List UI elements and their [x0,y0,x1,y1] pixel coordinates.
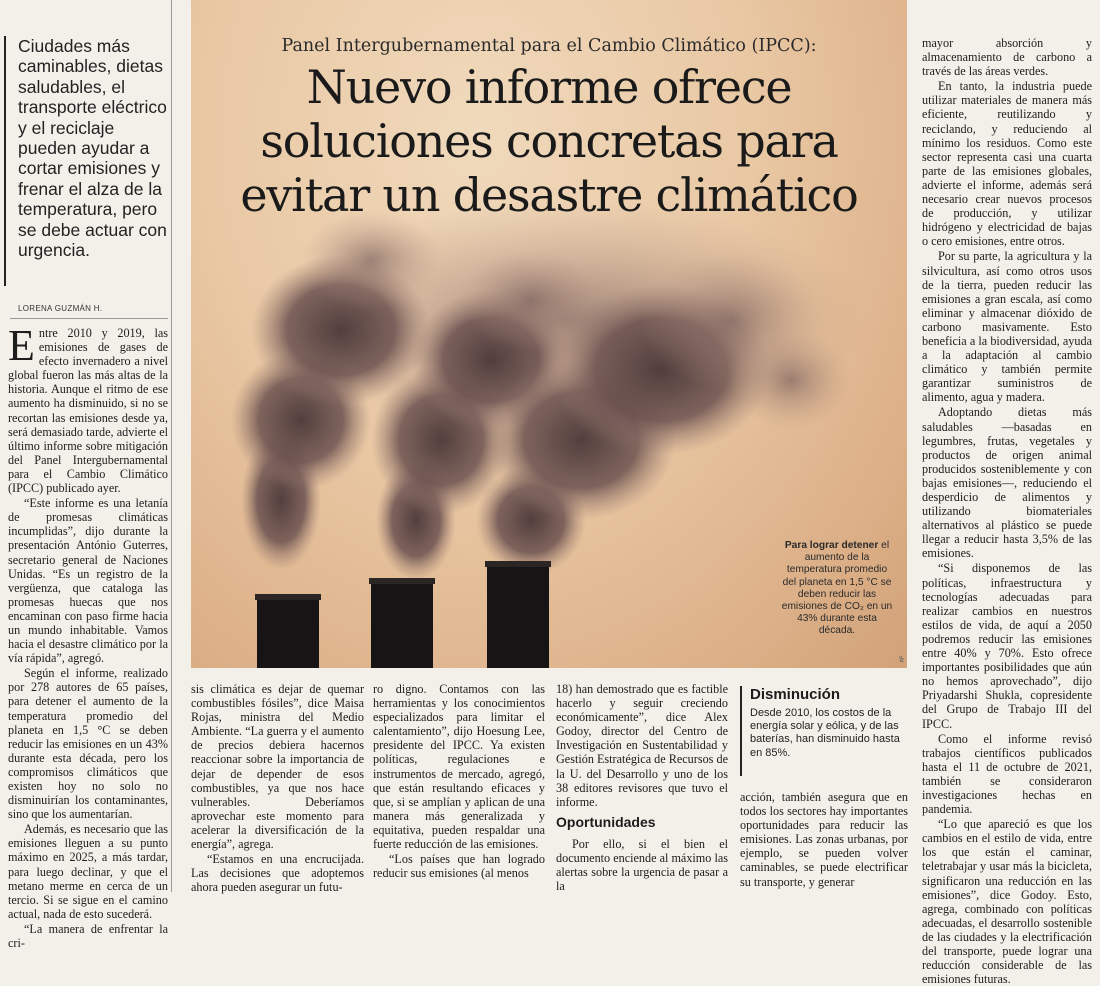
text-column-1 [8,321,168,951]
sidebar-box [740,686,908,776]
paragraph: 18) han demostrado que es factible hacerlo y seguir creciendo económicamente”, dice Alex Godoy, director del Centro de Investigación en Sustentabilidad y Gestión Estratégica de Recursos de la U. del Desarrollo y uno de los 38 editores revisores que tuvo el informe. [556,682,728,809]
sidebar-text: Desde 2010, los costos de la energía solar y eólica, y de las baterías, han disminuido hasta en 85%. [750,707,900,759]
byline-divider [10,318,168,319]
paragraph: Según el informe, realizado por 278 autores de 65 países, para detener el aumento de la temperatura promedio del planeta en 1,5 °C se deben reducir las emisiones en un 43% durante esta década, pero los compromisos climáticos que existen hoy no solo no disminuirían los contaminantes, sino que los aumentarían. [8,666,168,822]
article-lead: Ciudades más caminables, dietas saludables, el transporte eléctrico y el reciclaje pueden ayudar a cortar emisiones y frenar el alza de la temperatura, pero se debe actuar con urgencia. [18,36,167,261]
headline-kicker: Panel Intergubernamental para el Cambio Climático (IPCC): [281,36,817,56]
caption-lead: Para lograr detener [784,540,879,551]
chimney-right [485,561,551,668]
smokestacks-photo [191,0,907,668]
chimney-middle [369,578,435,668]
lead-column [0,0,172,951]
paragraph: ro digno. Contamos con las herramientas y los conocimientos especializados para limitar el calentamiento”, dijo Hoesung Lee, presidente del IPCC. Ya existen políticas, regulaciones e instrumentos de mercado, agregó, que están resultando eficaces y que, si se amplían y aplican de una manera más generalizada y equitativa, pueden respaldar una fuerte reducción de las emisiones. [373,682,545,852]
photo-caption [779,540,895,638]
text-column-2 [191,682,364,895]
paragraph: “Si disponemos de las políticas, infraestructura y tecnologías adecuadas para realizar cambios en nuestros estilos de vida, de aquí a 2050 podremos reducir las emisiones entre 40% y 70%. Esto ofrece importantes posibilidades que aún no hemos aprovechado”, dijo Priyadarshi Shukla, copresidente del Grupo de Trabajo III del IPCC. [922,561,1092,731]
text-column-4 [556,682,728,892]
dropcap: E [8,321,35,370]
paragraph: “Lo que apareció es que los cambios en el estilo de vida, entre los que están el caminar, teletrabajar y usar más la bicicleta, significaron una reducción en las emisiones”, dice Godoy. Esto, agrega, combinado con políticas adecuadas, el desarrollo sostenible de las ciudades y la electrificación del transporte, puede lograr una reducción considerable de las emisiones futuras. [922,817,1092,986]
headline: Nuevo informe ofrece soluciones concretas para evitar un desastre climático [240,60,858,222]
lead-accent-bar [4,36,6,286]
paragraph: En tanto, la industria puede utilizar materiales de manera más eficiente, reutilizando y reciclando, y reduciendo al mínimo los residuos. Como este sector representa casi una cuarta parte de las emisiones globales, advierte el informe, además será necesario crear nuevos procesos de producción, y utilizar hidrógeno y electricidad de bajas o cero emisiones, entre otros. [922,79,1092,249]
text-column-6 [922,36,1092,986]
paragraph: Por su parte, la agricultura y la silvicultura, así como otros usos de la tierra, pueden reducir las emisiones a gran escala, así como eliminar y almacenar dióxido de carbono masivamente. Esto beneficia a la biodiversidad, ayuda a la adaptación al cambio climático y también permite garantizar suministros de alimento, agua y madera. [922,249,1092,405]
sidebar-title: Disminución [750,686,841,703]
paragraph: Por ello, si el bien el documento enciende al máximo las alertas sobre la urgencia de pasar a la [556,836,728,894]
photo-credit: AP [899,655,906,663]
paragraph-1: Entre 2010 y 2019, las emisiones de gases de efecto invernadero a nivel global fueron las más altas de la historia. Aunque el ritmo de ese aumento ha disminuido, si no se recortan las emisiones desde ya, será demasiado tarde, advierte el último informe sobre mitigación del Panel Intergubernamental para el Cambio Climático (IPCC) publicado ayer. [8,321,168,496]
paragraph: sis climática es dejar de quemar combustibles fósiles”, dice Maisa Rojas, ministra del Medio Ambiente. “La guerra y el aumento de precios debiera hacernos reaccionar sobre la importancia de dejar de depender de esos combustibles, ya que nos hace vulnerables. Deberíamos aprovechar este momento para acelerar la diversificación de la energía”, agrega. [191,682,364,852]
paragraph: Además, es necesario que las emisiones lleguen a su punto máximo en 2025, a más tardar, para luego declinar, y que el metano merme en cerca de un tercio. Si se sigue en el camino actual, nada de esto sucederá. [8,822,168,921]
paragraph: “Estamos en una encrucijada. Las decisiones que adoptemos ahora pueden asegurar un futu- [191,852,364,895]
text-column-5 [740,790,908,892]
text-column-3 [373,682,545,892]
caption-text: el aumento de la temperatura promedio del planeta en 1,5 °C se deben reducir las emisiones de CO₂ en un 43% durante esta década. [781,540,893,637]
paragraph: “La manera de enfrentar la cri- [8,921,168,951]
paragraph: Adoptando dietas más saludables —basadas en legumbres, frutas, vegetales y productos de origen animal producidos sosteniblemente y con bajas emisiones—, reduciendo el desperdicio de alimentos y utilizando biomateriales alternativos al plástico se puede llegar a reducir hasta 3,5% de las emisiones. [922,405,1092,561]
paragraph: acción, también asegura que en todos los sectores hay importantes oportunidades para reducir las emisiones. Las zonas urbanas, por ejemplo, se pueden volver caminables, se puede electrificar su transporte, y generar [740,790,908,889]
paragraph: mayor absorción y almacenamiento de carbono a través de las áreas verdes. [922,36,1092,79]
paragraph: “Los países que han logrado reducir sus emisiones (al menos [373,852,545,881]
paragraph: “Este informe es una letanía de promesas climáticas incumplidas”, dijo durante la presentación António Guterres, secretario general de Naciones Unidas. “Es un registro de la vergüenza, que cataloga las promesas huecas que nos encaminan con paso firme hacia un mundo inhabitable. Vamos hacia el desastre climático por la vía rápida”, agregó. [8,496,168,666]
byline: LORENA GUZMÁN H. [18,304,103,313]
chimney-left [255,594,321,668]
section-heading: Oportunidades [556,813,656,830]
paragraph: Como el informe revisó trabajos científicos publicados hasta el 11 de octubre de 2021, también se consideraron investigaciones hechas en pandemia. [922,731,1092,817]
